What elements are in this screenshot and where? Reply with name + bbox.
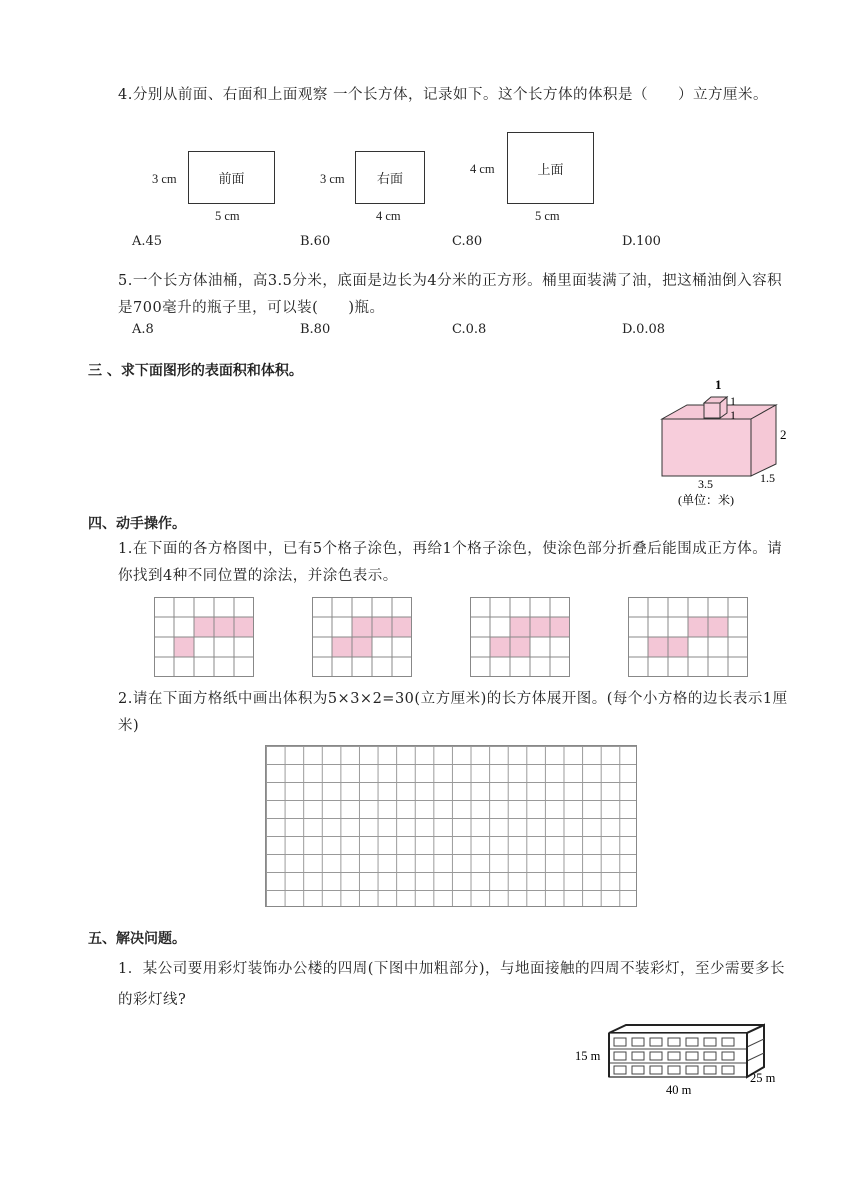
question-4-text: 4.分别从前面、右面和上面观察 一个长方体，记录如下。这个长方体的体积是（ ）立方厘米。	[118, 87, 768, 103]
right-width-label: 4 cm	[376, 209, 401, 223]
net-grid-4[interactable]	[628, 597, 748, 677]
building-depth-label: 25 m	[750, 1071, 776, 1085]
cube-top-label: 1	[715, 377, 722, 392]
section-4-q1-text: 1.在下面的各方格图中，已有5个格子涂色，再给1个格子涂色，使涂色部分折叠后能围成正方体。请你找到4种不同位置的涂法，并涂色表示。	[118, 541, 783, 584]
question-5-text: 5.一个长方体油桶，高3.5分米，底面是边长为4分米的正方形。桶里面装满了油，把这桶油倒入容积是700毫升的瓶子里，可以装( )瓶。	[118, 273, 783, 316]
net-grid-3[interactable]	[470, 597, 570, 677]
right-view-rect: 右面	[355, 151, 425, 204]
q5-option-c: C.0.8	[452, 322, 487, 337]
front-width-label: 5 cm	[215, 209, 240, 223]
q4-option-c: C.80	[452, 234, 483, 249]
box-length-label: 3.5	[698, 477, 713, 491]
q4-option-b: B.60	[300, 234, 331, 249]
q5-option-b: B.80	[300, 322, 331, 337]
drawing-grid-paper[interactable]	[265, 745, 637, 907]
solid-figure	[640, 372, 790, 512]
q4-option-d: D.100	[622, 234, 661, 249]
section-5-title: 五、解决问题。	[88, 931, 186, 947]
net-grid-2[interactable]	[312, 597, 412, 677]
section-4-q2-text: 2.请在下面方格纸中画出体积为5×3×2=30(立方厘米)的长方体展开图。(每个小方格的边长表示1厘米)	[118, 691, 788, 734]
front-height-label: 3 cm	[152, 172, 177, 186]
net-grid-1[interactable]	[154, 597, 254, 677]
q4-option-a: A.45	[132, 234, 163, 249]
top-width-label: 5 cm	[535, 209, 560, 223]
q5-option-a: A.8	[132, 322, 154, 337]
building-length-label: 40 m	[666, 1083, 692, 1097]
top-view-rect: 上面	[507, 132, 594, 204]
right-height-label: 3 cm	[320, 172, 345, 186]
section-4-title: 四、动手操作。	[88, 516, 186, 532]
cube-front-label: 1	[730, 408, 736, 422]
front-view-rect: 前面	[188, 151, 275, 204]
section-5-q1-text: 1．某公司要用彩灯装饰办公楼的四周(下图中加粗部分)，与地面接触的四周不装彩灯，至少需要多长的彩灯线?	[118, 961, 786, 1008]
cube-side-label: 1	[730, 394, 736, 408]
top-height-label: 4 cm	[470, 162, 495, 176]
q5-option-d: D.0.08	[622, 322, 666, 337]
section-3-title: 三 、求下面图形的表面积和体积。	[88, 363, 303, 379]
box-height-label: 2	[780, 427, 787, 442]
office-building-figure	[572, 1022, 782, 1102]
building-height-label: 15 m	[575, 1049, 601, 1063]
box-depth-label: 1.5	[760, 471, 775, 485]
unit-label: (单位：米)	[678, 493, 734, 507]
